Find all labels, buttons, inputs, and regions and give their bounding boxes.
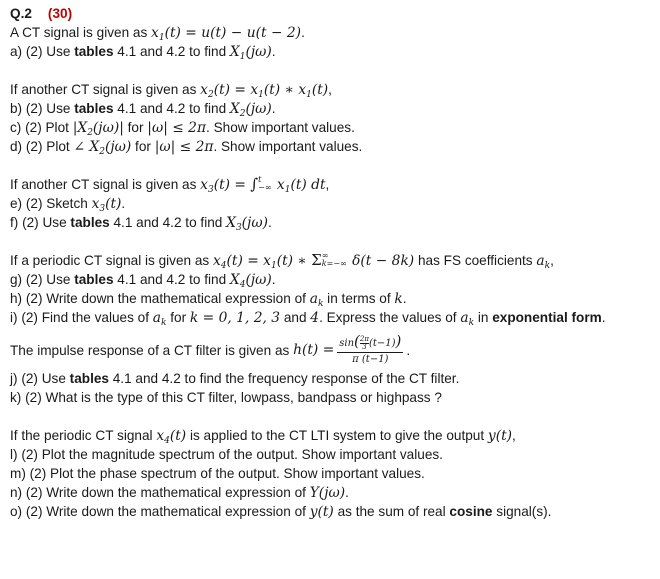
part-o: o) (2) Write down the mathematical expression of y(t) as the sum of real cosine signal(s). xyxy=(10,504,552,520)
part-a: a) (2) Use tables 4.1 and 4.2 to find $X_1(j\omega)$. xyxy=(10,44,276,62)
x1-equation: $x_1(t) = u(t) - u(t - 2)$ xyxy=(151,25,302,43)
part-h: h) (2) Write down the mathematical expression of $a_k$ in terms of k. xyxy=(10,291,407,309)
part-m: m) (2) Plot the phase spectrum of the output. Show important values. xyxy=(10,466,425,481)
part-g: g) (2) Use tables 4.1 and 4.2 to find $X_4(j\omega)$. xyxy=(10,272,276,290)
x2-definition: If another CT signal is given as $x_2(t) = x_1(t)$ ∗ $x_1(t)$, xyxy=(10,82,332,100)
impulse-response-line: The impulse response of a CT filter is given as h(t) = sin( $\frac{2\pi}{3}$ (t−1)) π (t−1) . xyxy=(10,331,411,365)
part-c: c) (2) Plot $|X_2(j\omega)|$ for |ω| ≤ 2π. Show important values. xyxy=(10,120,355,138)
question-points: (30) xyxy=(47,6,73,21)
part-b: b) (2) Use tables 4.1 and 4.2 to find $X_2(j\omega)$. xyxy=(10,101,276,119)
part-e: e) (2) Sketch $x_3(t)$. xyxy=(10,196,126,214)
question-header xyxy=(10,4,660,23)
x1-definition: A CT signal is given as $x_1(t) = u(t) - u(t - 2)$. xyxy=(10,25,305,43)
question-number: Q.2 xyxy=(10,6,32,21)
part-l: l) (2) Plot the magnitude spectrum of the output. Show important values. xyxy=(10,447,443,462)
part-d: d) (2) Plot ∠ $X_2(j\omega)$ for |ω| ≤ 2π. Show important values. xyxy=(10,139,363,157)
part-i: i) (2) Find the values of $a_k$ for k = 0, 1, 2, 3 and 4. Express the values of $a_k$ in exponential form. xyxy=(10,310,606,328)
x3-definition: If another CT signal is given as $x_3(t)$ = ∫ t −∞ $x_1(t)$ dt, xyxy=(10,174,330,195)
x4-definition: If a periodic CT signal is given as $x_4(t) = x_1(t)$ ∗ Σ ∞ k=−∞ δ(t − 8k) has FS coefficients $a_k$, xyxy=(10,250,554,271)
part-n: n) (2) Write down the mathematical expression of Y(jω). xyxy=(10,485,349,501)
x2-equation: $x_2(t) = x_1(t)$ ∗ $x_1(t)$ xyxy=(200,82,329,100)
part-f: f) (2) Use tables 4.1 and 4.2 to find $X_3(j\omega)$. xyxy=(10,215,272,233)
x4-equation: $x_4(t) = x_1(t)$ ∗ Σ ∞ k=−∞ δ(t − 8k) xyxy=(213,250,415,271)
part-k: k) (2) What is the type of this CT filter, lowpass, bandpass or highpass ? xyxy=(10,390,442,405)
periodic-intro: If the periodic CT signal $x_4(t)$ is applied to the CT LTI system to give the output y(t), xyxy=(10,428,516,446)
impulse-fraction: sin( $\frac{2\pi}{3}$ (t−1)) π (t−1) xyxy=(339,331,402,365)
part-j: j) (2) Use tables 4.1 and 4.2 to find the frequency response of the CT filter. xyxy=(10,371,460,386)
x3-equation: $x_3(t)$ = ∫ t −∞ $x_1(t)$ dt xyxy=(200,174,326,195)
